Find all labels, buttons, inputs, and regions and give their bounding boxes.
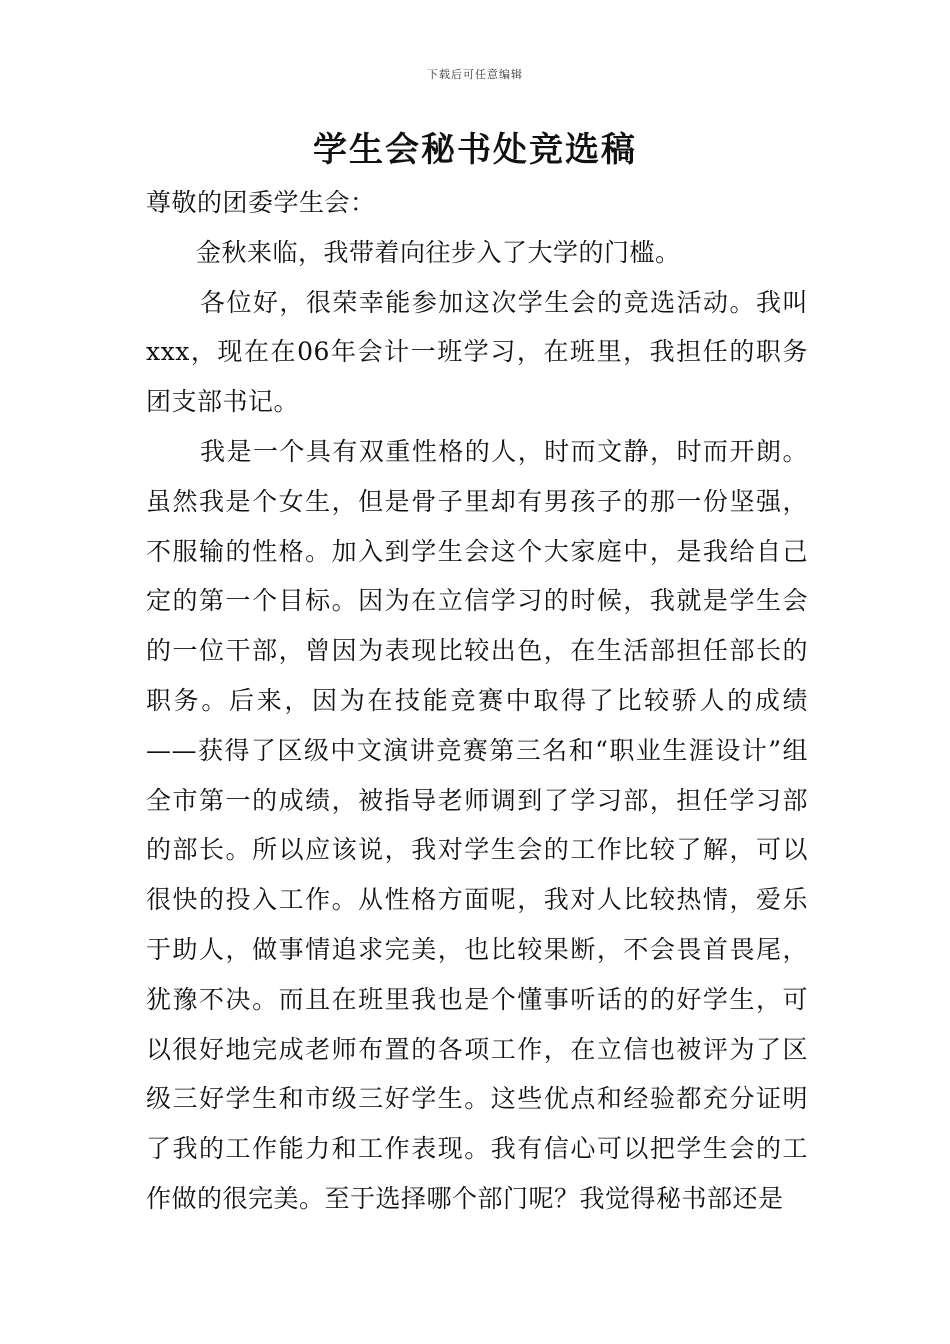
- document-body: [146, 178, 808, 1224]
- header-note: 下载后可任意编辑: [427, 68, 523, 81]
- greeting: 尊敬的团委学生会：: [146, 188, 376, 217]
- paragraph-1: 金秋来临，我带着向往步入了大学的门槛。: [196, 237, 681, 267]
- document-title: 学生会秘书处竞选稿: [313, 130, 637, 170]
- paragraph-2: 各位好，很荣幸能参加这次学生会的竞选活动。我叫xxx，现在在06年会计一班学习，在班里，我担任的职务团支部书记。: [146, 287, 808, 417]
- paragraph-3: 我是一个具有双重性格的人，时而文静，时而开朗。虽然我是个女生，但是骨子里却有男孩子的那一份坚强，不服输的性格。加入到学生会这个大家庭中，是我给自己定的第一个目标。因为在立信学习的时候，我就是学生会的一位干部，曾因为表现比较出色，在生活部担任部长的职务。后来，因为在技能竞赛中取得了比较骄人的成绩——获得了区级中文演讲竞赛第三名和“职业生涯设计”组全市第一的成绩，被指导老师调到了学习部，担任学习部的部长。所以应该说，我对学生会的工作比较了解，可以很快的投入工作。从性格方面呢，我对人比较热情，爱乐于助人，做事情追求完美，也比较果断，不会畏首畏尾，犹豫不决。而且在班里我也是个懂事听话的的好学生，可以很好地完成老师布置的各项工作，在立信也被评为了区级三好学生和市级三好学生。这些优点和经验都充分证明了我的工作能力和工作表现。我有信心可以把学生会的工作做的很完美。至于选择哪个部门呢？我觉得秘书部还是: [146, 436, 808, 1213]
